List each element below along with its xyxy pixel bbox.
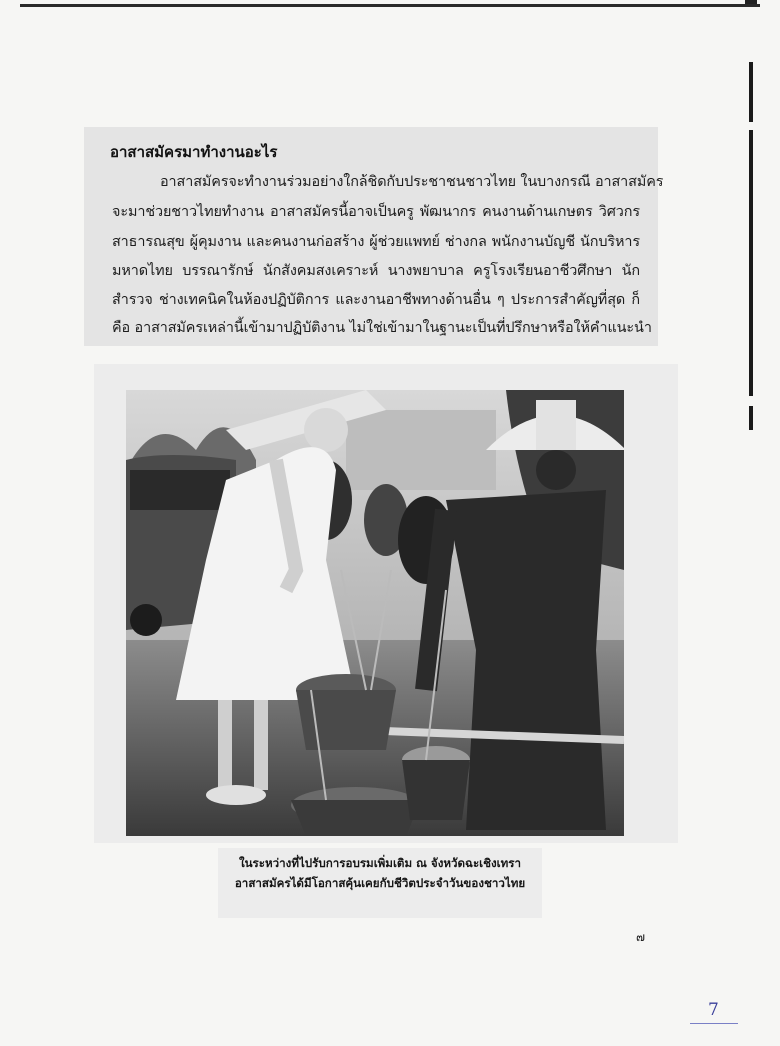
side-binding-mark — [749, 62, 753, 122]
paragraph-line: จะมาช่วยชาวไทยทำงาน อาสาสมัครนี้อาจเป็นครู พัฒนากร คนงานด้านเกษตร วิศวกร — [112, 204, 640, 220]
paragraph-line: สำรวจ ช่างเทคนิคในห้องปฏิบัติการ และงานอาชีพทางด้านอื่น ๆ ประการสำคัญที่สุด ก็ — [112, 292, 640, 308]
photo-caption-line: ในระหว่างที่ไปรับการอบรมเพิ่มเติม ณ จังหวัดฉะเชิงเทรา — [238, 856, 522, 870]
corner-mark — [745, 0, 757, 4]
paragraph-line: คือ อาสาสมัครเหล่านี้เข้ามาปฏิบัติงาน ไม่ใช่เข้ามาในฐานะเป็นที่ปรึกษาหรือให้คำแนะนำ — [112, 320, 652, 336]
photo-caption-line: อาสาสมัครได้มีโอกาสคุ้นเคยกับชีวิตประจำวันของชาวไทย — [234, 876, 526, 890]
paragraph-line: อาสาสมัครจะทำงานร่วมอย่างใกล้ชิดกับประชาชนชาวไทย ในบางกรณี อาสาสมัคร — [160, 174, 664, 190]
top-rule — [20, 4, 760, 7]
paragraph-line: มหาดไทย บรรณารักษ์ นักสังคมสงเคราะห์ นางพยาบาล ครูโรงเรียนอาชีวศึกษา นัก — [112, 263, 640, 279]
paragraph-line: สาธารณสุข ผู้คุมงาน และคนงานก่อสร้าง ผู้ช่วยแพทย์ ช่างกล พนักงานบัญชี นักบริหาร — [112, 234, 640, 250]
side-binding-mark — [749, 406, 753, 430]
handwritten-page-number: 7 — [708, 1000, 719, 1020]
market-scene-photo — [126, 390, 624, 836]
page-number: ๗ — [636, 930, 646, 944]
section-heading: อาสาสมัครมาทำงานอะไร — [110, 143, 278, 161]
side-binding-mark — [749, 130, 753, 396]
handwritten-underline — [690, 1023, 738, 1024]
